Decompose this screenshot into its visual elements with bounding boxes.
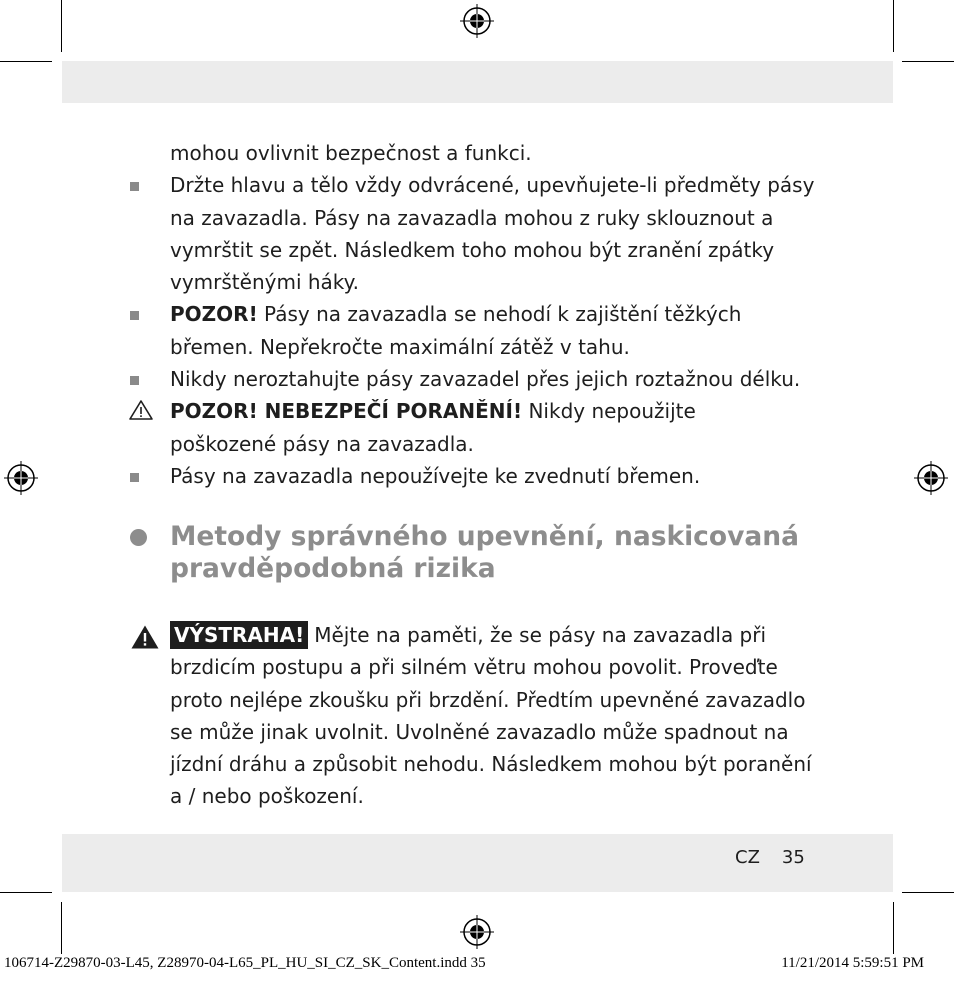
list-item-line: Pásy na zavazadla nepoužívejte ke zvednutí břemen. bbox=[170, 463, 701, 488]
crop-mark-top-right-v bbox=[893, 0, 894, 52]
heading-bullet-icon bbox=[130, 529, 147, 546]
warning-line: jízdní dráhu a způsobit nehodu. Následkem mohou být poranění bbox=[170, 752, 812, 777]
print-slug-file: 106714-Z29870-03-L45, Z28970-04-L65_PL_HU_SI_CZ_SK_Content.indd 35 bbox=[4, 955, 486, 971]
header-band bbox=[62, 61, 893, 103]
print-slug-date: 11/21/2014 5:59:51 PM bbox=[781, 955, 924, 971]
warning-line: a / nebo poškození. bbox=[170, 784, 364, 809]
warning-badge: VÝSTRAHA! bbox=[170, 621, 308, 649]
bullet-square-icon bbox=[130, 182, 139, 191]
continuation-text: mohou ovlivnit bezpečnost a funkci. bbox=[170, 141, 532, 165]
list-item-line: na zavazadla. Pásy na zavazadla mohou z ruky sklouznout a bbox=[170, 205, 774, 230]
list-item-line: břemen. Nepřekročte maximální zátěž v tahu. bbox=[170, 334, 630, 359]
list-item-line: poškozené pásy na zavazadla. bbox=[170, 431, 474, 456]
danger-label: POZOR! NEBEZPEČÍ PORANĚNÍ! bbox=[170, 399, 523, 424]
caution-label: POZOR! bbox=[170, 302, 258, 327]
language-code: CZ bbox=[735, 847, 760, 868]
registration-mark-left-icon bbox=[4, 461, 38, 495]
warning-line: proto nejlépe zkoušku při brzdění. Předtím upevněné zavazadlo bbox=[170, 687, 806, 712]
registration-mark-bottom-icon bbox=[460, 915, 494, 949]
list-item-line: vymrštit se zpět. Následkem toho mohou být zranění zpátky bbox=[170, 237, 775, 262]
list-item bbox=[130, 298, 830, 363]
heading-line: Metody správného upevnění, naskicovaná bbox=[170, 521, 799, 552]
bullet-square-icon bbox=[130, 473, 139, 482]
safety-instructions bbox=[130, 137, 830, 492]
caution-item bbox=[130, 395, 830, 460]
crop-mark-bottom-right-h bbox=[902, 892, 954, 893]
warning-line: se může jinak uvolnit. Uvolněné zavazadlo může spadnout na bbox=[170, 719, 789, 744]
registration-mark-top-icon bbox=[460, 4, 494, 38]
warning-triangle-outline-icon bbox=[128, 399, 154, 421]
warning-triangle-filled-icon bbox=[130, 624, 160, 650]
section-heading bbox=[130, 521, 850, 585]
crop-mark-bottom-left-h bbox=[0, 892, 52, 893]
list-item-line: Nikdy neroztahujte pásy zavazadel přes jejich roztažnou délku. bbox=[170, 367, 801, 392]
page-number: 35 bbox=[781, 847, 805, 868]
list-item bbox=[130, 363, 830, 395]
crop-mark-top-left-h bbox=[0, 61, 52, 62]
crop-mark-bottom-right-v bbox=[893, 902, 894, 954]
warning-line: brzdicím postupu a při silném větru mohou povolit. Proveďte bbox=[170, 655, 778, 680]
list-item bbox=[130, 460, 830, 492]
crop-mark-top-left-v bbox=[61, 0, 62, 52]
list-item-line: Nikdy nepoužijte bbox=[522, 399, 696, 424]
crop-mark-bottom-left-v bbox=[61, 902, 62, 954]
warning-block bbox=[130, 619, 830, 813]
heading-line: pravděpodobná rizika bbox=[170, 553, 496, 584]
bullet-square-icon bbox=[130, 376, 139, 385]
bullet-square-icon bbox=[130, 311, 139, 320]
list-item-line: Držte hlavu a tělo vždy odvrácené, upevňujete-li předměty pásy bbox=[170, 173, 815, 198]
list-item-line: Pásy na zavazadla se nehodí k zajištění těžkých bbox=[257, 302, 742, 327]
crop-mark-top-right-h bbox=[902, 61, 954, 62]
warning-line: Mějte na paměti, že se pásy na zavazadla při bbox=[314, 623, 767, 647]
registration-mark-right-icon bbox=[914, 461, 948, 495]
continuation-paragraph bbox=[130, 137, 830, 169]
list-item-line: vymrštěnými háky. bbox=[170, 270, 359, 295]
page-footer bbox=[735, 847, 805, 868]
list-item bbox=[130, 169, 830, 298]
